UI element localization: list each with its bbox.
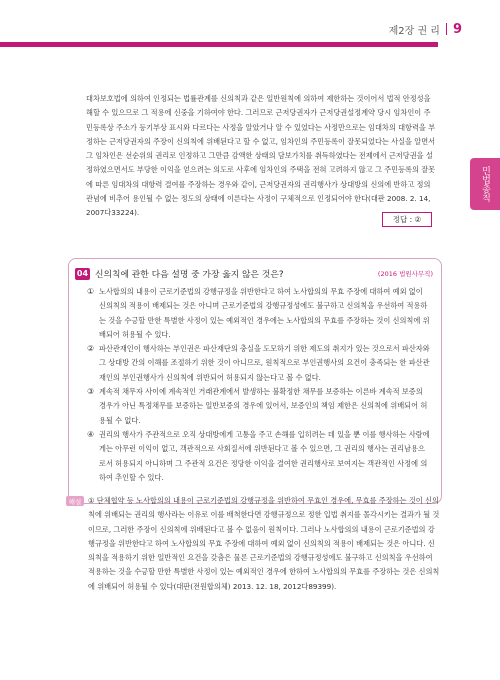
option-list [87,285,431,485]
header-rule [0,42,438,47]
page-number: 9 [452,21,462,37]
option-3-text: 계속적 채무자 사이에 계속적인 거래관계에서 발생하는 불확정한 채무를 보증하는 이른바 계속적 보증의 경우가 아닌 특정채무를 보증하는 일반보증의 경우에 있어서, 보증인의 책임 제한은 신의칙에 위배되어 허용될 수 없다. [99,387,428,425]
page-header [389,18,462,40]
option-2[interactable] [87,342,431,385]
question-number: 04 [76,269,89,278]
header-divider [446,23,447,35]
option-2-text: 파산관재인이 행사하는 부인권은 파산재단의 충실을 도모하기 위한 제도의 취지가 있는 것으로서 파산자와 그 상대방 간의 이해를 조절하기 위한 것이 아니므로, 원칙적으로 부인권행사의 요건이 충족되는 한 파산관재인의 부인권행사가 신의칙에 위반되어 허용되지 않는다고 볼 수 없다. [99,344,430,382]
side-section-tab[interactable]: 민법총칙 [470,158,500,210]
answer-box: 정답 : ② [382,212,432,227]
question-title: 신의칙에 관한 다음 설명 중 가장 옳지 않은 것은? [95,270,284,280]
chapter-title: 제2장 권 리 [388,25,440,37]
option-4-mark: ④ [87,429,95,439]
option-1-mark: ① [87,287,95,296]
explanation-tag: 해설 [66,496,84,506]
question-source: (2016 법원사무직) [377,270,433,278]
option-3-mark: ③ [87,387,95,397]
option-2-mark: ② [87,344,95,354]
option-3[interactable] [87,385,431,428]
question-heading [75,267,284,280]
question-box [68,258,442,504]
option-1[interactable] [87,285,431,342]
option-4[interactable] [87,428,431,485]
top-paragraph: 대차보호법에 의하여 인정되는 법률관계를 신의칙과 같은 일반원칙에 의하여 제한하는 것이어서 법적 안정성을 해할 수 있으므로 그 적용에 신중을 기하여야 한다. 그러므로 근저당권자가 근저당권설정계약 당시 임차인이 주민등록상 주소가 등기부상 표시와 다르다는 사정을 알았거나 알 수 있었다는 사정만으로는 임대차의 대항력을 부정하는 근저당권자의 주장이 신의칙에 위배된다고 할 수 없고, 임차인의 주민등록이 잘못되었다는 사실을 알면서 그 임차인은 선순위의 권리로 인정하고 그만큼 감액한 상태의 담보가치를 취득하였다는 전제에서 근저당권을 설정하였으면서도 부당한 이익을 얻으려는 의도로 사후에 임차인의 주택을 전혀 고려하지 않고 그 주민등록의 잘못에 따른 임대차의 대항력 결여를 주장하는 경우와 같이, 근저당권자의 권리행사가 상대방의 신의에 반하고 정의관념에 비추어 용인될 수 없는 정도의 상태에 이른다는 사정이 구체적으로 인정되어야 한다(대판 2008. 2. 14, 2007다33224). [86,94,436,218]
option-4-text: 권리의 행사가 주관적으로 오직 상대방에게 고통을 주고 손해를 입히려는 데 있을 뿐 이를 행사하는 사람에게는 아무런 이익이 없고, 객관적으로 사회질서에 위반된다고 볼 수 있으면, 그 권리의 행사는 권리남용으로서 허용되지 아니하며 그 주관적 요건은 정당한 이익을 결여한 권리행사로 보여지는 객관적인 사정에 의하여 추인할 수 있다. [99,429,430,482]
explanation-text: ① 단체협약 등 노사합의의 내용이 근로기준법의 강행규정을 위반하여 무효인 경우에, 무효를 주장하는 것이 신의칙에 위배되는 권리의 행사라는 이유로 이를 배척한다면 강행규정으로 정한 입법 취지를 몰각시키는 결과가 될 것이므로, 그러한 주장이 신의칙에 위배된다고 볼 수 없음이 원칙이다. 그러나 노사합의의 내용이 근로기준법의 강행규정을 위반한다고 하여 노사합의의 무효 주장에 대하여 예외 없이 신의칙의 적용이 배제되는 것은 아니다. 신의칙을 적용하기 위한 일반적인 요건을 갖춤은 물론 근로기준법의 강행규정성에도 불구하고 신의칙을 우선하여 적용하는 것을 수긍할 만한 특별한 사정이 있는 예외적인 경우에 한하여 노사합의의 무효를 주장하는 것은 신의칙에 위배되어 허용될 수 있다(대판(전원합의체) 2013. 12. 18, 2012다89399). [88,496,440,591]
option-1-text: 노사합의의 내용이 근로기준법의 강행규정을 위반한다고 하여 노사합의의 무효 주장에 대하여 예외 없이 신의칙의 적용이 배제되는 것은 아니며 근로기준법의 강행규정성에도 불구하고 신의칙을 우선하여 적용하는 것을 수긍할 만한 특별한 사정이 있는 예외적인 경우에는 노사합의의 무효를 주장하는 것이 신의칙에 위배되어 허용될 수 있다. [99,287,430,339]
